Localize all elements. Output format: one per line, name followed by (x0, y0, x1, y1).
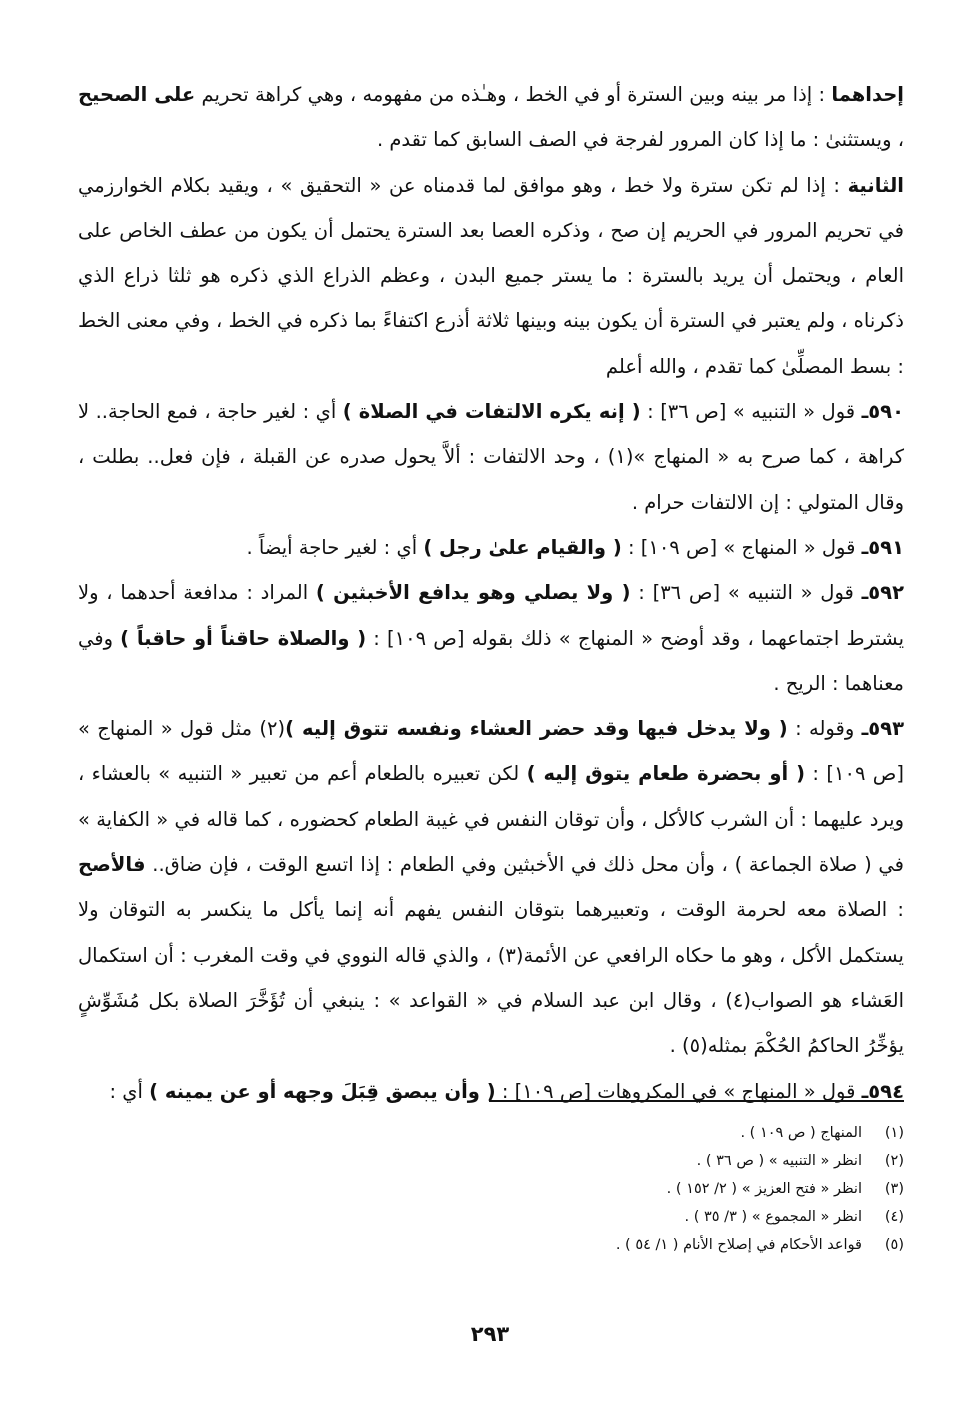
footnote-divider (489, 1100, 904, 1102)
footnotes (400, 1125, 904, 1265)
entry-quote: ( وأن يبصق قِبَلَ وجهه أو عن يمينه ) (149, 1079, 496, 1103)
footnote (400, 1237, 904, 1265)
entry-text: (٢) مثل قول « المنهاج » [ص ١٠٩] : (78, 717, 904, 786)
entry-text: المراد : مدافعة أحدهما ، ولا يشترط اجتماعهما ، وقد أوضح « المنهاج » ذلك بقوله [ص ١٠٩] : (78, 581, 904, 650)
footnote-text: انظر « فتح العزيز » ( ٢/ ١٥٢ ) . (666, 1181, 862, 1197)
paragraph-bold: على الصحيح (78, 83, 196, 106)
paragraph-first (78, 72, 904, 163)
entry-text: لكن تعبيره بالطعام أعم من تعبير « التنبيه » بالعشاء ، ويرد عليهما : أن الشرب كالأكل ، وأن توقان النفس في غيبة الطعام كحضوره ، كما قاله في « الكفاية » في ( صلاة الجماعة ) ، وأن محل ذلك في الأخبثين وفي الطعام : إذا اتسع الوقت ، فإن ضاق.. (78, 762, 904, 877)
footnote-number: (١) (884, 1125, 904, 1141)
entry-text: : الصلاة معه لحرمة الوقت ، وتعبيرهما بتوقان النفس يفهم أنه إنما يأكل ما ينكسر به التوقان ولا يستكمل الأكل ، وهو ما حكاه الرافعي عن الأئمة(٣) ، والذي قاله النووي في وقت المغرب : أن استكمال العَشاء هو الصواب(٤) ، وقال ابن عبد السلام في « القواعد » : ينبغي أن تُؤَخَّرَ الصلاة بكل مُشَوِّشٍ يؤخِّرُ الحاكمُ الحُكْمَ بمثله(٥) . (78, 898, 904, 1058)
entry-591 (78, 525, 904, 570)
entry-text: أي : (109, 1079, 150, 1103)
footnote (400, 1153, 904, 1181)
paragraph-text: : إذا مر بينه وبين السترة أو في الخط ، وهـٰذه من مفهومه ، وهي كراهة تحريم (195, 83, 832, 106)
footnote-text: انظر « المجموع » ( ٣/ ٣٥ ) . (684, 1209, 862, 1225)
paragraph-lead: الثانية (847, 173, 904, 197)
footnote-number: (٥) (884, 1237, 904, 1253)
footnote (400, 1181, 904, 1209)
entry-number: ٥٩٤ـ (861, 1079, 904, 1103)
footnote-text: المنهاج ( ص ١٠٩ ) . (740, 1125, 862, 1141)
entry-quote: ( ولا يدخل فيها وقد حضر العشاء ونفسه تتوق إليه ) (285, 717, 788, 741)
entry-number: ٥٩٢ـ (861, 581, 904, 605)
entry-text: أي : لغير حاجة أيضاً . (246, 535, 424, 559)
paragraph-second (78, 163, 904, 389)
footnote-number: (٣) (884, 1181, 904, 1197)
entry-590 (78, 389, 904, 525)
entry-text: قول « المنهاج » [ص ١٠٩] : (621, 535, 862, 559)
entry-text: أي : لغير حاجة ، فمع الحاجة.. لا كراهة ، كما صرح به « المنهاج »(١) ، وحد الالتفات : ألاَّ يحول صدره عن القبلة ، فإن فعل.. بطلت ، وقال المتولي : إن الالتفات حرام . (78, 400, 904, 514)
footnote (400, 1209, 904, 1237)
entry-593 (78, 706, 904, 1068)
entry-text: قول « التنبيه » [ص ٣٦] : (640, 400, 862, 424)
entry-592 (78, 570, 904, 706)
entry-quote: ( أو بحضرة طعام يتوق إليه ) (526, 762, 806, 786)
entry-emphasis: فالأصح (78, 853, 146, 877)
page-number: ٢٩٣ (470, 1322, 510, 1346)
entry-text: قول « التنبيه » [ص ٣٦] : (630, 581, 862, 605)
footnote-number: (٢) (884, 1153, 904, 1169)
entry-quote: ( والصلاة حاقناً أو حاقباً ) (120, 626, 367, 650)
entry-text: قول « المنهاج » في المكروهات [ص ١٠٩] : (495, 1079, 862, 1103)
entry-quote: ( إنه يكره الالتفات في الصلاة ) (342, 400, 641, 424)
paragraph-lead: إحداهما (831, 83, 904, 106)
footnote-number: (٤) (884, 1209, 904, 1225)
paragraph-text: ، ويستثنىٰ : ما إذا كان المرور لفرجة في الصف السابق كما تقدم . (376, 128, 904, 152)
entry-quote: ( والقيام علىٰ رجل ) (423, 535, 622, 559)
entry-594 (78, 1069, 904, 1114)
footnote-text: انظر « التنبيه » ( ص ٣٦ ) . (696, 1153, 862, 1169)
entry-number: ٥٩٠ـ (861, 400, 904, 424)
entry-number: ٥٩٣ـ (861, 717, 904, 741)
footnote-text: قواعد الأحكام في إصلاح الأنام ( ١/ ٥٤ ) . (615, 1237, 862, 1253)
entry-text: وفي معناهما : الريح . (78, 626, 904, 695)
main-text (78, 72, 904, 1114)
paragraph-text: : إذا لم تكن سترة ولا خط ، وهو موافق لما قدمناه عن « التحقيق » ، ويقيد بكلام الخوارزمي في تحريم المرور في الحريم إن صح ، وذكره العصا بعد السترة يحتمل أن يكون من عطف الخاص على العام ، ويحتمل أن يريد بالسترة : ما يستر جميع البدن ، وعظم الذراع الذي ذكره هو ثلثا ذراع الذي ذكرناه ، ولم يعتبر في السترة أن يكون بينه وبينها ثلاثة أذرع اكتفاءً بما ذكره في الخط ، وفي معنى الخط : بسط المصلِّىٰ كما تقدم ، والله أعلم (78, 173, 904, 378)
entry-text: وقوله : (787, 717, 862, 741)
page-body (78, 72, 904, 1114)
entry-number: ٥٩١ـ (861, 535, 904, 559)
entry-quote: ( ولا يصلي وهو يدافع الأخبثين ) (315, 581, 631, 605)
footnote (400, 1125, 904, 1153)
